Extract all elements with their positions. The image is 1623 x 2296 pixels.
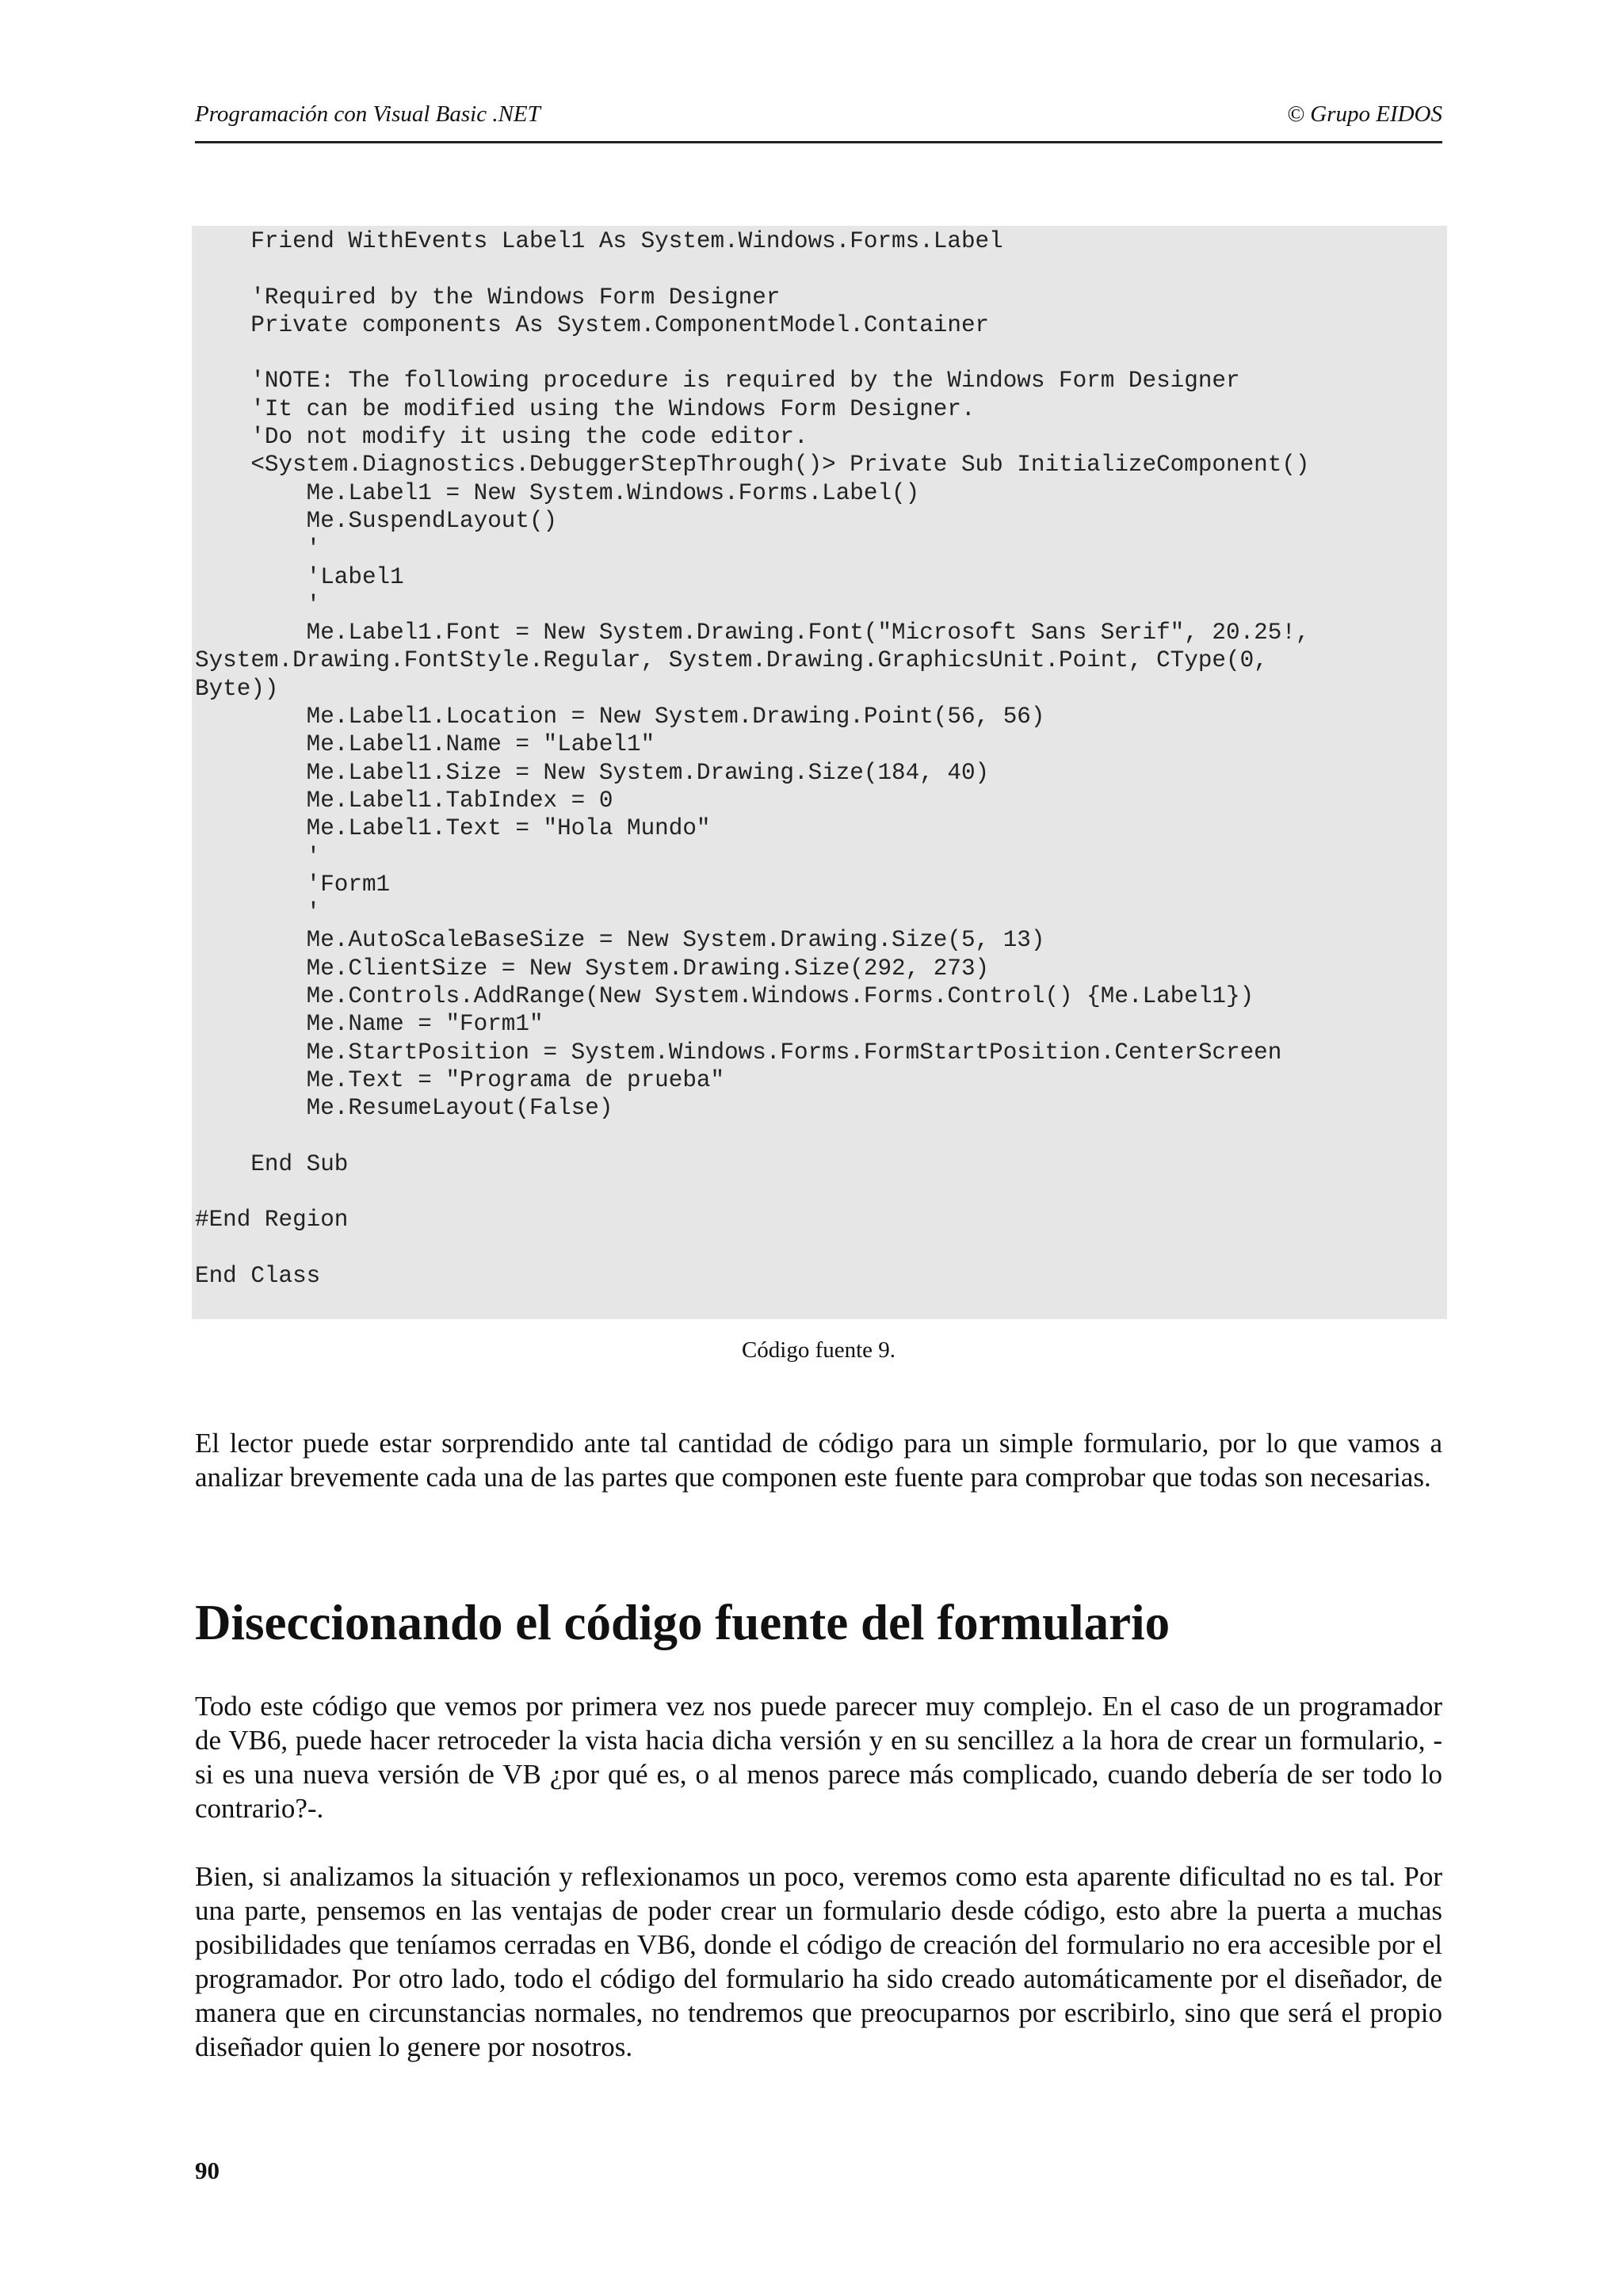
code-line [195, 339, 1447, 367]
code-line: Me.Label1.Text = "Hola Mundo" [195, 815, 711, 842]
code-line: Private components As System.ComponentModel.Container [195, 311, 990, 338]
code-line: Me.ClientSize = New System.Drawing.Size(292, 273) [195, 955, 990, 982]
code-line: Me.Label1.Font = New System.Drawing.Font("Microsoft Sans Serif", 20.25!, [195, 620, 1310, 646]
code-line: 'It can be modified using the Windows Form Designer. [195, 395, 976, 422]
code-line: ' [195, 843, 321, 870]
code-line: Me.StartPosition = System.Windows.Forms.FormStartPosition.CenterScreen [195, 1039, 1282, 1066]
code-line [195, 1123, 1447, 1150]
code-line: Me.Label1.TabIndex = 0 [195, 787, 613, 814]
code-line: 'NOTE: The following procedure is required by the Windows Form Designer [195, 368, 1240, 395]
code-line: <System.Diagnostics.DebuggerStepThrough()> Private Sub InitializeComponent() [195, 452, 1310, 479]
code-line: #End Region [195, 1207, 349, 1234]
code-line: 'Do not modify it using the code editor. [195, 424, 808, 451]
code-line: Byte)) [195, 675, 279, 702]
publisher-credit: © Grupo EIDOS [1286, 101, 1442, 127]
section-heading: Diseccionando el código fuente del formulario [195, 1595, 1170, 1650]
code-line: Me.Label1.Name = "Label1" [195, 731, 655, 758]
code-line: Me.AutoScaleBaseSize = New System.Drawing.Size(5, 13) [195, 927, 1045, 954]
code-line: Me.Controls.AddRange(New System.Windows.Forms.Control() {Me.Label1}) [195, 983, 1254, 1010]
code-line [195, 255, 1447, 283]
code-line: 'Label1 [195, 563, 404, 590]
code-line: Me.Label1.Size = New System.Drawing.Size(184, 40) [195, 759, 990, 786]
code-line: Me.ResumeLayout(False) [195, 1095, 613, 1122]
body-paragraph: Bien, si analizamos la situación y reflexionamos un poco, veremos como esta aparente dificultad no es tal. Por una parte, pensemos en las ventajas de poder crear un formulario desde código, esto abre la puerta a muchas posibilidades que teníamos cerradas en VB6, donde el código de creación del formulario no era accesible por el programador. Por otro lado, todo el código del formulario ha sido creado automáticamente por el diseñador, de manera que en circunstancias normales, no tendremos que preocuparnos por escribirlo, sino que será el propio diseñador quien lo genere por nosotros. [195, 1861, 1442, 2062]
page-header [195, 93, 1442, 143]
code-line: Friend WithEvents Label1 As System.Windows.Forms.Label [195, 228, 1003, 254]
code-line: ' [195, 536, 321, 563]
code-listing [192, 226, 1447, 1319]
code-line: Me.Text = "Programa de prueba" [195, 1066, 725, 1093]
intro-paragraph: El lector puede estar sorprendido ante tal cantidad de código para un simple formulario, por lo que vamos a analizar brevemente cada una de las partes que componen este fuente para comprobar que todas son necesarias. [195, 1428, 1442, 1493]
code-line: Me.Name = "Form1" [195, 1011, 544, 1038]
code-line: End Sub [195, 1150, 349, 1177]
body-paragraph: Todo este código que vemos por primera vez nos puede parecer muy complejo. En el caso de un programador de VB6, puede hacer retroceder la vista hacia dicha versión y en su sencillez a la hora de crear un formulario, -si es una nueva versión de VB ¿por qué es, o al menos parece más complicado, cuando debería de ser todo lo contrario?-. [195, 1691, 1442, 1824]
code-line: ' [195, 899, 321, 926]
code-line: 'Required by the Windows Form Designer [195, 284, 781, 311]
code-line: End Class [195, 1262, 321, 1289]
code-line: 'Form1 [195, 871, 391, 898]
code-line: Me.Label1.Location = New System.Drawing.Point(56, 56) [195, 704, 1045, 730]
code-line: Me.SuspendLayout() [195, 507, 558, 534]
code-caption: Código fuente 9. [741, 1337, 896, 1363]
code-line: ' [195, 591, 321, 618]
page-number: 90 [195, 2157, 220, 2184]
code-line [195, 1178, 1447, 1206]
code-line: Me.Label1 = New System.Windows.Forms.Label() [195, 479, 920, 506]
code-line [195, 1234, 1447, 1262]
code-line: System.Drawing.FontStyle.Regular, System.Drawing.GraphicsUnit.Point, CType(0, [195, 647, 1268, 674]
book-title: Programación con Visual Basic .NET [195, 101, 540, 127]
